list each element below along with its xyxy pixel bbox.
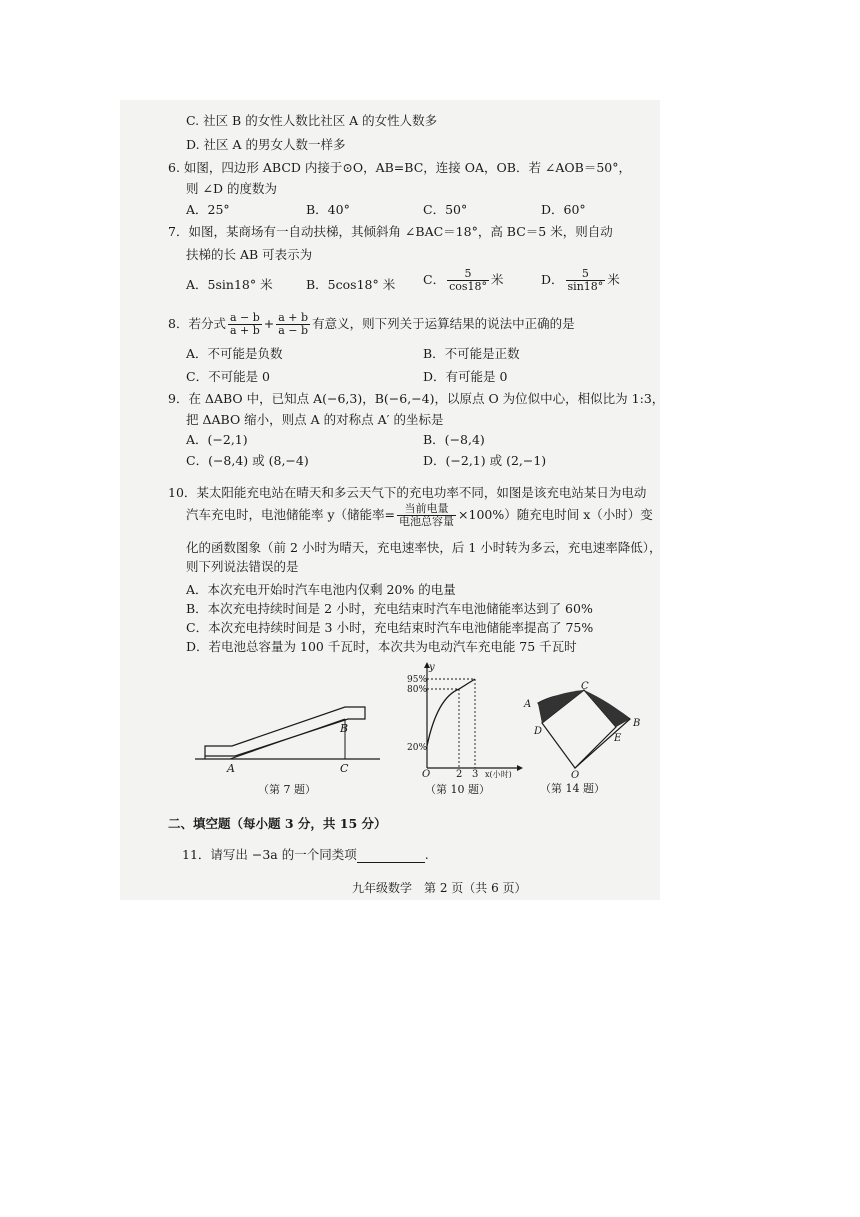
q5-option-d: D. 社区 A 的男女人数一样多 (186, 137, 346, 152)
q7-d-fraction (566, 268, 606, 293)
q10-stem-line2 (186, 503, 653, 528)
q8-fraction-2 (276, 312, 310, 337)
q10-fraction-denominator: 电池总容量 (399, 515, 455, 528)
q8-f2-numerator: a + b (278, 311, 309, 324)
figure-7-escalator (190, 695, 390, 775)
fig10-axis-x: x(小时) (485, 770, 512, 778)
q6-stem-line1: 6. 如图，四边形 ABCD 内接于⊙O，AB=BC，连接 OA，OB．若 ∠AOB＝50°， (168, 160, 632, 175)
q11-stem (182, 847, 429, 863)
q9-stem-line2: 把 ΔABO 缩小，则点 A 的对称点 A′ 的坐标是 (186, 412, 444, 427)
q8-option-d: D．有可能是 0 (423, 369, 508, 384)
q8-fraction-1 (228, 312, 262, 337)
fig14-label-a: A (524, 699, 532, 710)
q8-f1-numerator: a − b (229, 311, 260, 324)
fig10-label-20: 20% (407, 743, 428, 753)
q10-option-c: C．本次充电持续时间是 3 小时，充电结束时汽车电池储能率提高了 75% (186, 620, 594, 635)
q6-option-a: A．25° (186, 202, 230, 217)
q7-d-numerator: 5 (566, 268, 606, 281)
q11-prefix: 11．请写出 −3a 的一个同类项 (182, 847, 357, 862)
q8-f2-denominator: a − b (278, 324, 309, 337)
q7-option-d (541, 268, 620, 293)
q7-stem-line2: 扶梯的长 AB 可表示为 (186, 247, 313, 262)
fig10-label-origin: O (422, 769, 431, 778)
q9-option-c: C．(−8,4) 或 (8,−4) (186, 453, 309, 468)
q7-c-denominator: cos18° (449, 280, 488, 293)
q6-option-c: C．50° (423, 202, 468, 217)
q8-plus: + (263, 316, 275, 331)
q10-stem2-prefix: 汽车充电时，电池储能率 y（储能率= (186, 507, 396, 522)
fig10-label-y: y (429, 662, 435, 673)
fig14-label-e: E (614, 733, 622, 744)
q8-option-b: B．不可能是正数 (423, 346, 520, 361)
q9-stem-line1: 9．在 ΔABO 中，已知点 A(−6,3)，B(−6,−4)，以原点 O 为位似中心，相似比为 1:3， (168, 391, 665, 406)
q11-answer-blank[interactable] (357, 850, 425, 863)
q7-stem-line1: 7．如图，某商场有一自动扶梯，其倾斜角 ∠BAC＝18°，高 BC＝5 米，则自动 (168, 224, 613, 239)
q7-d-prefix: D． (541, 272, 564, 287)
q9-option-d: D．(−2,1) 或 (2,−1) (423, 453, 547, 468)
fig10-label-80: 80% (407, 685, 428, 695)
q10-ratio-fraction (397, 503, 456, 528)
fig14-label-o: O (571, 770, 580, 780)
q7-c-unit: 米 (491, 272, 504, 287)
page-footer: 九年级数学 第 2 页（共 6 页） (352, 881, 527, 895)
q8-f1-denominator: a + b (229, 324, 260, 337)
q7-option-b: B．5cos18° 米 (306, 277, 396, 292)
q10-fraction-numerator: 当前电量 (397, 503, 456, 516)
q7-d-denominator: sin18° (567, 280, 604, 293)
q7-c-fraction (447, 268, 489, 293)
q6-stem-line2: 则 ∠D 的度数为 (186, 181, 277, 196)
fig10-label-95: 95% (407, 675, 428, 685)
q10-stem-line1: 10．某太阳能充电站在晴天和多云天气下的充电功率不同，如图是该充电站某日为电动 (168, 485, 647, 500)
q8-prefix: 8．若分式 (168, 316, 226, 331)
q6-option-d: D．60° (541, 202, 586, 217)
section-2-heading: 二、填空题（每小题 3 分，共 15 分） (168, 816, 387, 831)
fig10-tick-3: 3 (472, 769, 479, 778)
q6-option-b: B．40° (306, 202, 350, 217)
fig14-label-b: B (633, 718, 641, 729)
fig7-label-a: A (227, 762, 235, 775)
fig14-caption: （第 14 题） (540, 782, 605, 795)
q7-d-unit: 米 (607, 272, 620, 287)
fig7-label-c: C (340, 762, 349, 775)
q7-c-numerator: 5 (447, 268, 489, 281)
fig7-label-b: B (340, 722, 349, 735)
q10-stem-line4: 则下列说法错误的是 (186, 559, 299, 574)
q7-c-prefix: C． (423, 272, 446, 287)
q10-stem2-suffix: ×100%）随充电时间 x（小时）变 (458, 507, 653, 522)
q10-option-a: A．本次充电开始时汽车电池内仅剩 20% 的电量 (186, 582, 456, 597)
q10-option-b: B．本次充电持续时间是 2 小时，充电结束时汽车电池储能率达到了 60% (186, 601, 593, 616)
q10-option-d: D．若电池总容量为 100 千瓦时，本次共为电动汽车充电能 75 千瓦时 (186, 639, 577, 654)
q9-option-b: B．(−8,4) (423, 432, 485, 447)
fig10-caption: （第 10 题） (425, 783, 490, 796)
q8-option-c: C．不可能是 0 (186, 369, 270, 384)
figure-14-sector (515, 680, 645, 780)
q7-option-c (423, 268, 504, 293)
q9-option-a: A．(−2,1) (186, 432, 248, 447)
q7-option-a: A．5sin18° 米 (186, 277, 273, 292)
q10-stem-line3: 化的函数图象（前 2 小时为晴天，充电速率快，后 1 小时转为多云，充电速率降低）， (186, 540, 662, 555)
fig14-label-c: C (581, 681, 589, 692)
q8-suffix: 有意义，则下列关于运算结果的说法中正确的是 (312, 316, 575, 331)
fig7-caption: （第 7 题） (258, 783, 316, 796)
q8-option-a: A．不可能是负数 (186, 346, 283, 361)
q11-suffix: . (424, 847, 429, 862)
q8-stem (168, 312, 575, 337)
q5-option-c: C. 社区 B 的女性人数比社区 A 的女性人数多 (186, 113, 438, 128)
fig10-tick-2: 2 (456, 769, 463, 778)
fig14-label-d: D (534, 726, 543, 737)
